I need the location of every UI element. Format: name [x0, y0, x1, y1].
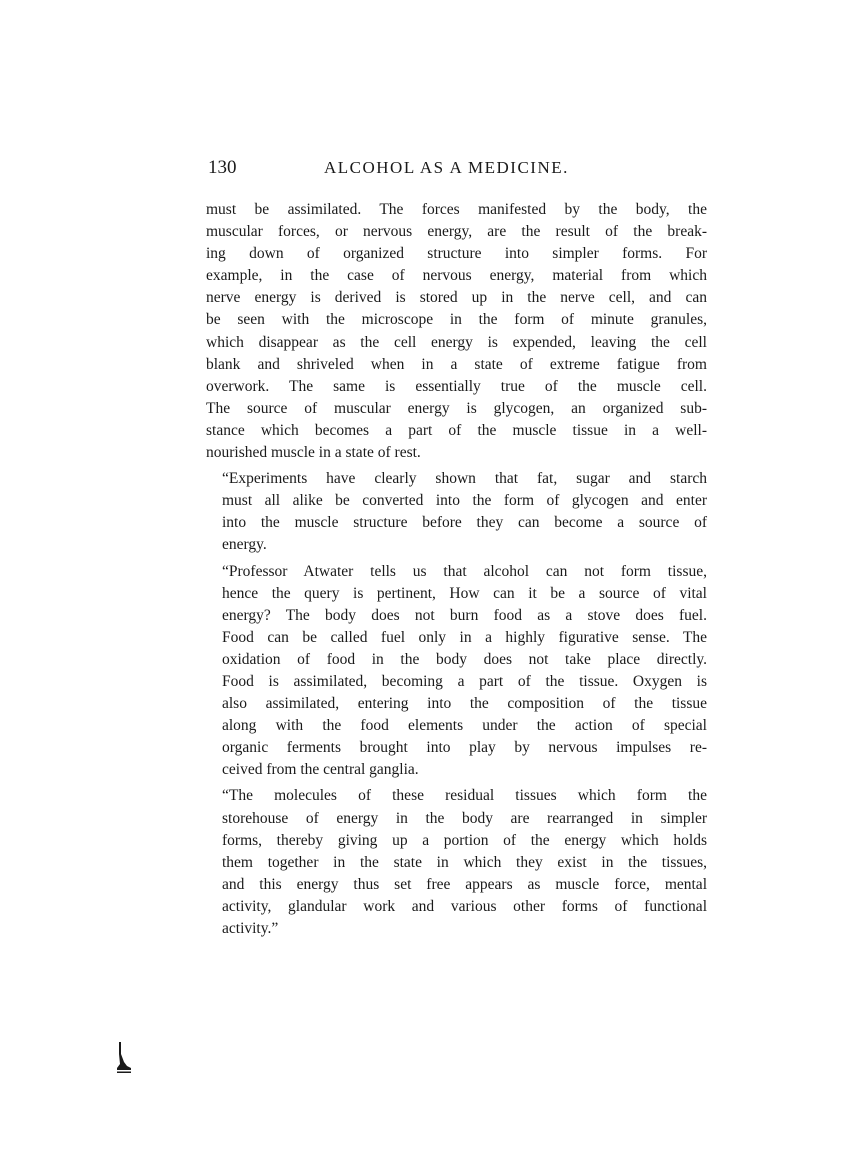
text-line: into the muscle structure before they can become a source of: [222, 514, 707, 532]
text-line: be seen with the microscope in the form of minute granules,: [206, 311, 707, 329]
paragraph-2: [206, 468, 707, 556]
text-line: storehouse of energy in the body are rearranged in simpler: [222, 809, 707, 827]
text-line: nerve energy is derived is stored up in the nerve cell, and can: [206, 289, 707, 307]
text-line: which disappear as the cell energy is expended, leaving the cell: [206, 333, 707, 351]
text-line: along with the food elements under the action of special: [222, 717, 707, 735]
text-line: organic ferments brought into play by nervous impulses re-: [222, 739, 707, 757]
text-line: them together in the state in which they exist in the tissues,: [222, 853, 707, 871]
body-text: [206, 199, 707, 940]
text-line: example, in the case of nervous energy, material from which: [206, 267, 707, 285]
text-line: Food is assimilated, becoming a part of the tissue. Oxygen is: [222, 672, 707, 690]
scanner-artifact-icon: [115, 1040, 133, 1074]
text-line: Food can be called fuel only in a highly figurative sense. The: [222, 628, 707, 646]
text-line: forms, thereby giving up a portion of the energy which holds: [222, 831, 707, 849]
text-line: “Professor Atwater tells us that alcohol can not form tissue,: [222, 562, 707, 580]
text-line: energy? The body does not burn food as a stove does fuel.: [222, 606, 707, 624]
text-line: overwork. The same is essentially true of the muscle cell.: [206, 377, 707, 395]
text-line: The source of muscular energy is glycogen, an organized sub-: [206, 399, 707, 417]
text-line: ceived from the central ganglia.: [222, 761, 419, 779]
paragraph-4: [206, 785, 707, 940]
text-line: must be assimilated. The forces manifested by the body, the: [206, 201, 707, 218]
text-line: must all alike be converted into the form of glycogen and enter: [222, 492, 707, 510]
text-line: activity.”: [222, 920, 279, 937]
text-line: oxidation of food in the body does not take place directly.: [222, 650, 707, 668]
text-line: hence the query is pertinent, How can it be a source of vital: [222, 584, 707, 602]
text-line: stance which becomes a part of the muscle tissue in a well-: [206, 421, 707, 439]
paragraph-1: [206, 199, 707, 464]
text-line: blank and shriveled when in a state of extreme fatigue from: [206, 355, 707, 373]
text-line: “The molecules of these residual tissues which form the: [222, 787, 707, 805]
running-title: ALCOHOL AS A MEDICINE.: [324, 158, 569, 177]
text-line: activity, glandular work and various other forms of functional: [222, 897, 707, 915]
paragraph-3: [206, 561, 707, 782]
text-line: and this energy thus set free appears as muscle force, mental: [222, 875, 707, 893]
text-line: energy.: [222, 536, 267, 554]
text-line: nourished muscle in a state of rest.: [206, 444, 421, 462]
text-line: also assimilated, entering into the composition of the tissue: [222, 695, 707, 713]
text-line: “Experiments have clearly shown that fat, sugar and starch: [222, 470, 707, 488]
page-number: 130: [208, 157, 237, 178]
text-line: ing down of organized structure into simpler forms. For: [206, 245, 707, 263]
text-line: muscular forces, or nervous energy, are the result of the break-: [206, 223, 707, 241]
running-head: [208, 157, 708, 183]
